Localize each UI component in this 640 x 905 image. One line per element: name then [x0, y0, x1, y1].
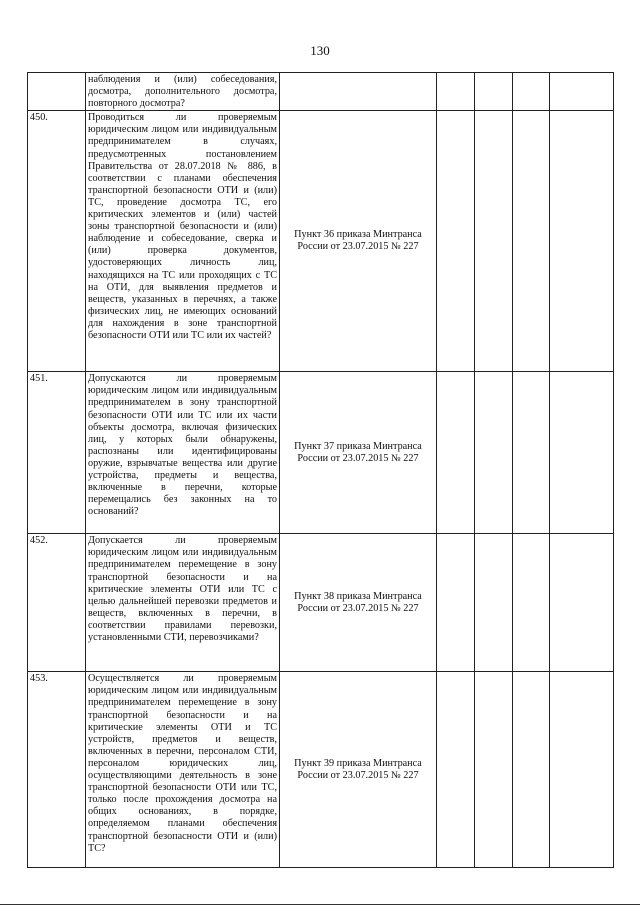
- answer-na-cell: [513, 672, 550, 868]
- row-number: 450.: [28, 111, 86, 372]
- question-text: Допускается ли проверяемым юридическим лицом или индивидуальным предпринимателем перемещение в зону транспортной безопасности и на критические элементы ОТИ или ТС с целью дальнейшей перевозки предметов и веществ, включенных в перечни, в соответствии правилами перевозки, установленными СТИ, перевозчиками?: [86, 534, 280, 672]
- notes-cell: [550, 372, 614, 534]
- table-row: [28, 73, 614, 111]
- answer-no-cell: [475, 672, 513, 868]
- answer-yes-cell: [437, 534, 475, 672]
- legal-reference: Пункт 38 приказа Минтранса России от 23.07.2015 № 227: [280, 534, 437, 672]
- answer-yes-cell: [437, 111, 475, 372]
- answer-yes-cell: [437, 73, 475, 111]
- checklist-table: [27, 72, 614, 868]
- row-number: 453.: [28, 672, 86, 868]
- answer-no-cell: [475, 73, 513, 111]
- row-number: 451.: [28, 372, 86, 534]
- answer-na-cell: [513, 73, 550, 111]
- answer-no-cell: [475, 372, 513, 534]
- answer-na-cell: [513, 534, 550, 672]
- legal-reference: Пункт 39 приказа Минтранса России от 23.07.2015 № 227: [280, 672, 437, 868]
- table-row: [28, 111, 614, 372]
- notes-cell: [550, 672, 614, 868]
- question-text: наблюдения и (или) собеседования, досмотра, дополнительного досмотра, повторного досмотра?: [86, 73, 280, 111]
- notes-cell: [550, 111, 614, 372]
- row-number: [28, 73, 86, 111]
- page-number: 130: [310, 43, 330, 58]
- answer-no-cell: [475, 111, 513, 372]
- answer-no-cell: [475, 534, 513, 672]
- row-number: 452.: [28, 534, 86, 672]
- legal-reference: Пункт 37 приказа Минтранса России от 23.07.2015 № 227: [280, 372, 437, 534]
- notes-cell: [550, 73, 614, 111]
- question-text: Проводиться ли проверяемым юридическим лицом или индивидуальным предпринимателем в случаях, предусмотренных постановлением Правительства от 28.07.2018 № 886, в соответствии с планами обеспечения транспортной безопасности ОТИ и (или) ТС, проведение досмотра ТС, его критических элементов и (или) частей зоны транспортной безопасности и (или) наблюдение и собеседование, сверка и (или) проверка документов, удостоверяющих личность лиц, находящихся на ТС или проходящих с ТС на ОТИ, для выявления предметов и веществ, указанных в перечнях, а также физических лиц, не имеющих оснований для нахождения в зоне транспортной безопасности ОТИ или ТС или их частей?: [86, 111, 280, 372]
- answer-yes-cell: [437, 672, 475, 868]
- answer-na-cell: [513, 111, 550, 372]
- table-row: [28, 372, 614, 534]
- legal-reference: [280, 73, 437, 111]
- table-row: [28, 672, 614, 868]
- legal-reference: Пункт 36 приказа Минтранса России от 23.07.2015 № 227: [280, 111, 437, 372]
- answer-yes-cell: [437, 372, 475, 534]
- table-row: [28, 534, 614, 672]
- notes-cell: [550, 534, 614, 672]
- question-text: Допускаются ли проверяемым юридическим лицом или индивидуальным предпринимателем в зону транспортной безопасности ОТИ или ТС или их части объекты досмотра, включая физических лиц, у которых были обнаружены, распознаны или идентифицированы оружие, взрывчатые вещества или другие устройства, предметы и вещества, включенные в перечни, которые перемещались без законных на то оснований?: [86, 372, 280, 534]
- question-text: Осуществляется ли проверяемым юридическим лицом или индивидуальным предпринимателем перемещение в зону транспортной безопасности и на критические элементы ОТИ и ТС устройств, предметов и веществ, включенных в перечни, персоналом СТИ, персоналом юридических лиц, осуществляющими деятельность в зоне транспортной безопасности ОТИ или ТС, только после прохождения досмотра на общих основаниях, в порядке, определяемом планами обеспечения транспортной безопасности ОТИ и (или) ТС?: [86, 672, 280, 868]
- answer-na-cell: [513, 372, 550, 534]
